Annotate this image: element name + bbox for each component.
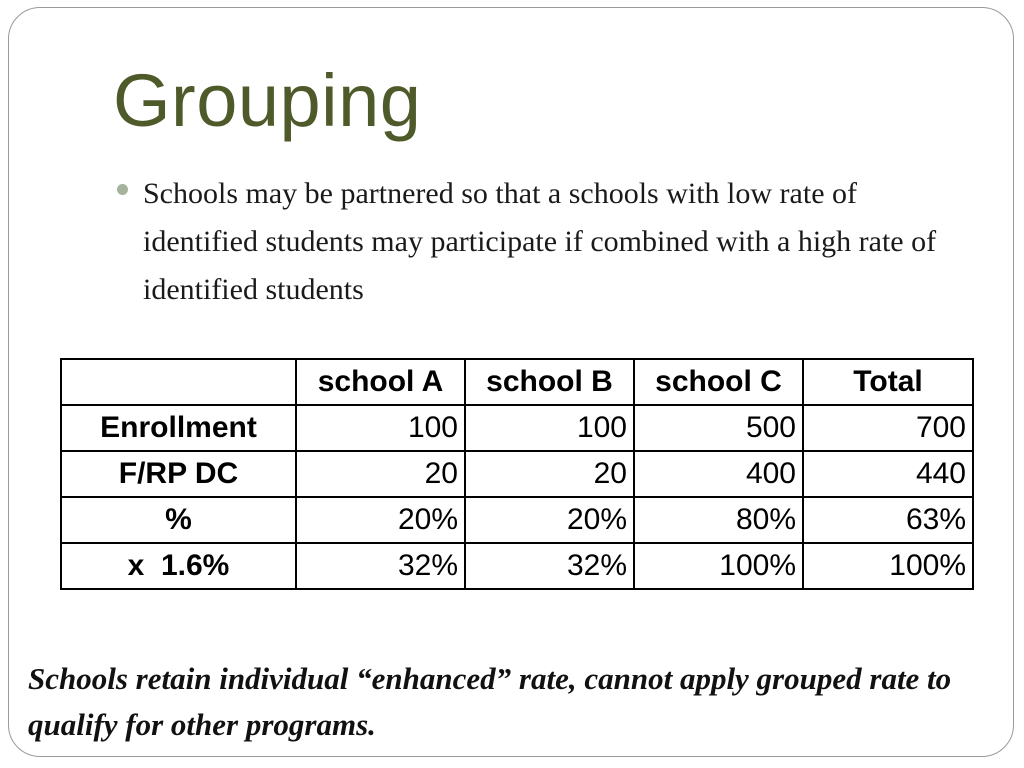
table-cell: 20 [465, 451, 634, 497]
table-cell: 500 [634, 405, 803, 451]
bullet-item [113, 170, 963, 314]
table-cell: 100 [296, 405, 465, 451]
row-label: Enrollment [61, 405, 296, 451]
table-row-frp-dc [61, 451, 973, 497]
table-cell: 100 [465, 405, 634, 451]
table-cell: 32% [465, 543, 634, 589]
bullet-text: Schools may be partnered so that a schools with low rate of identified students may participate if combined with a high rate of identified students [143, 177, 937, 306]
table-row-multiplier [61, 543, 973, 589]
table-row-enrollment [61, 405, 973, 451]
table-cell: 440 [803, 451, 973, 497]
table-cell: 20 [296, 451, 465, 497]
table-cell: 700 [803, 405, 973, 451]
row-label: F/RP DC [61, 451, 296, 497]
column-header-school-c: school C [634, 359, 803, 405]
table-cell: 20% [296, 497, 465, 543]
enrollment-table [60, 358, 974, 590]
column-header-school-b: school B [465, 359, 634, 405]
column-header-total: Total [803, 359, 973, 405]
table-cell: 100% [634, 543, 803, 589]
table-header-row [61, 359, 973, 405]
table-cell: 100% [803, 543, 973, 589]
table-corner-cell [61, 359, 296, 405]
row-label: x 1.6% [61, 543, 296, 589]
table-cell: 80% [634, 497, 803, 543]
footer-note: Schools retain individual “enhanced” rate, cannot apply grouped rate to qualify for other programs. [28, 661, 952, 742]
row-label: % [61, 497, 296, 543]
table-row-percent [61, 497, 973, 543]
bullet-dot-icon [117, 184, 128, 195]
table-cell: 32% [296, 543, 465, 589]
column-header-school-a: school A [296, 359, 465, 405]
slide-title: Grouping [113, 59, 422, 142]
table-cell: 63% [803, 497, 973, 543]
table-cell: 400 [634, 451, 803, 497]
table-cell: 20% [465, 497, 634, 543]
